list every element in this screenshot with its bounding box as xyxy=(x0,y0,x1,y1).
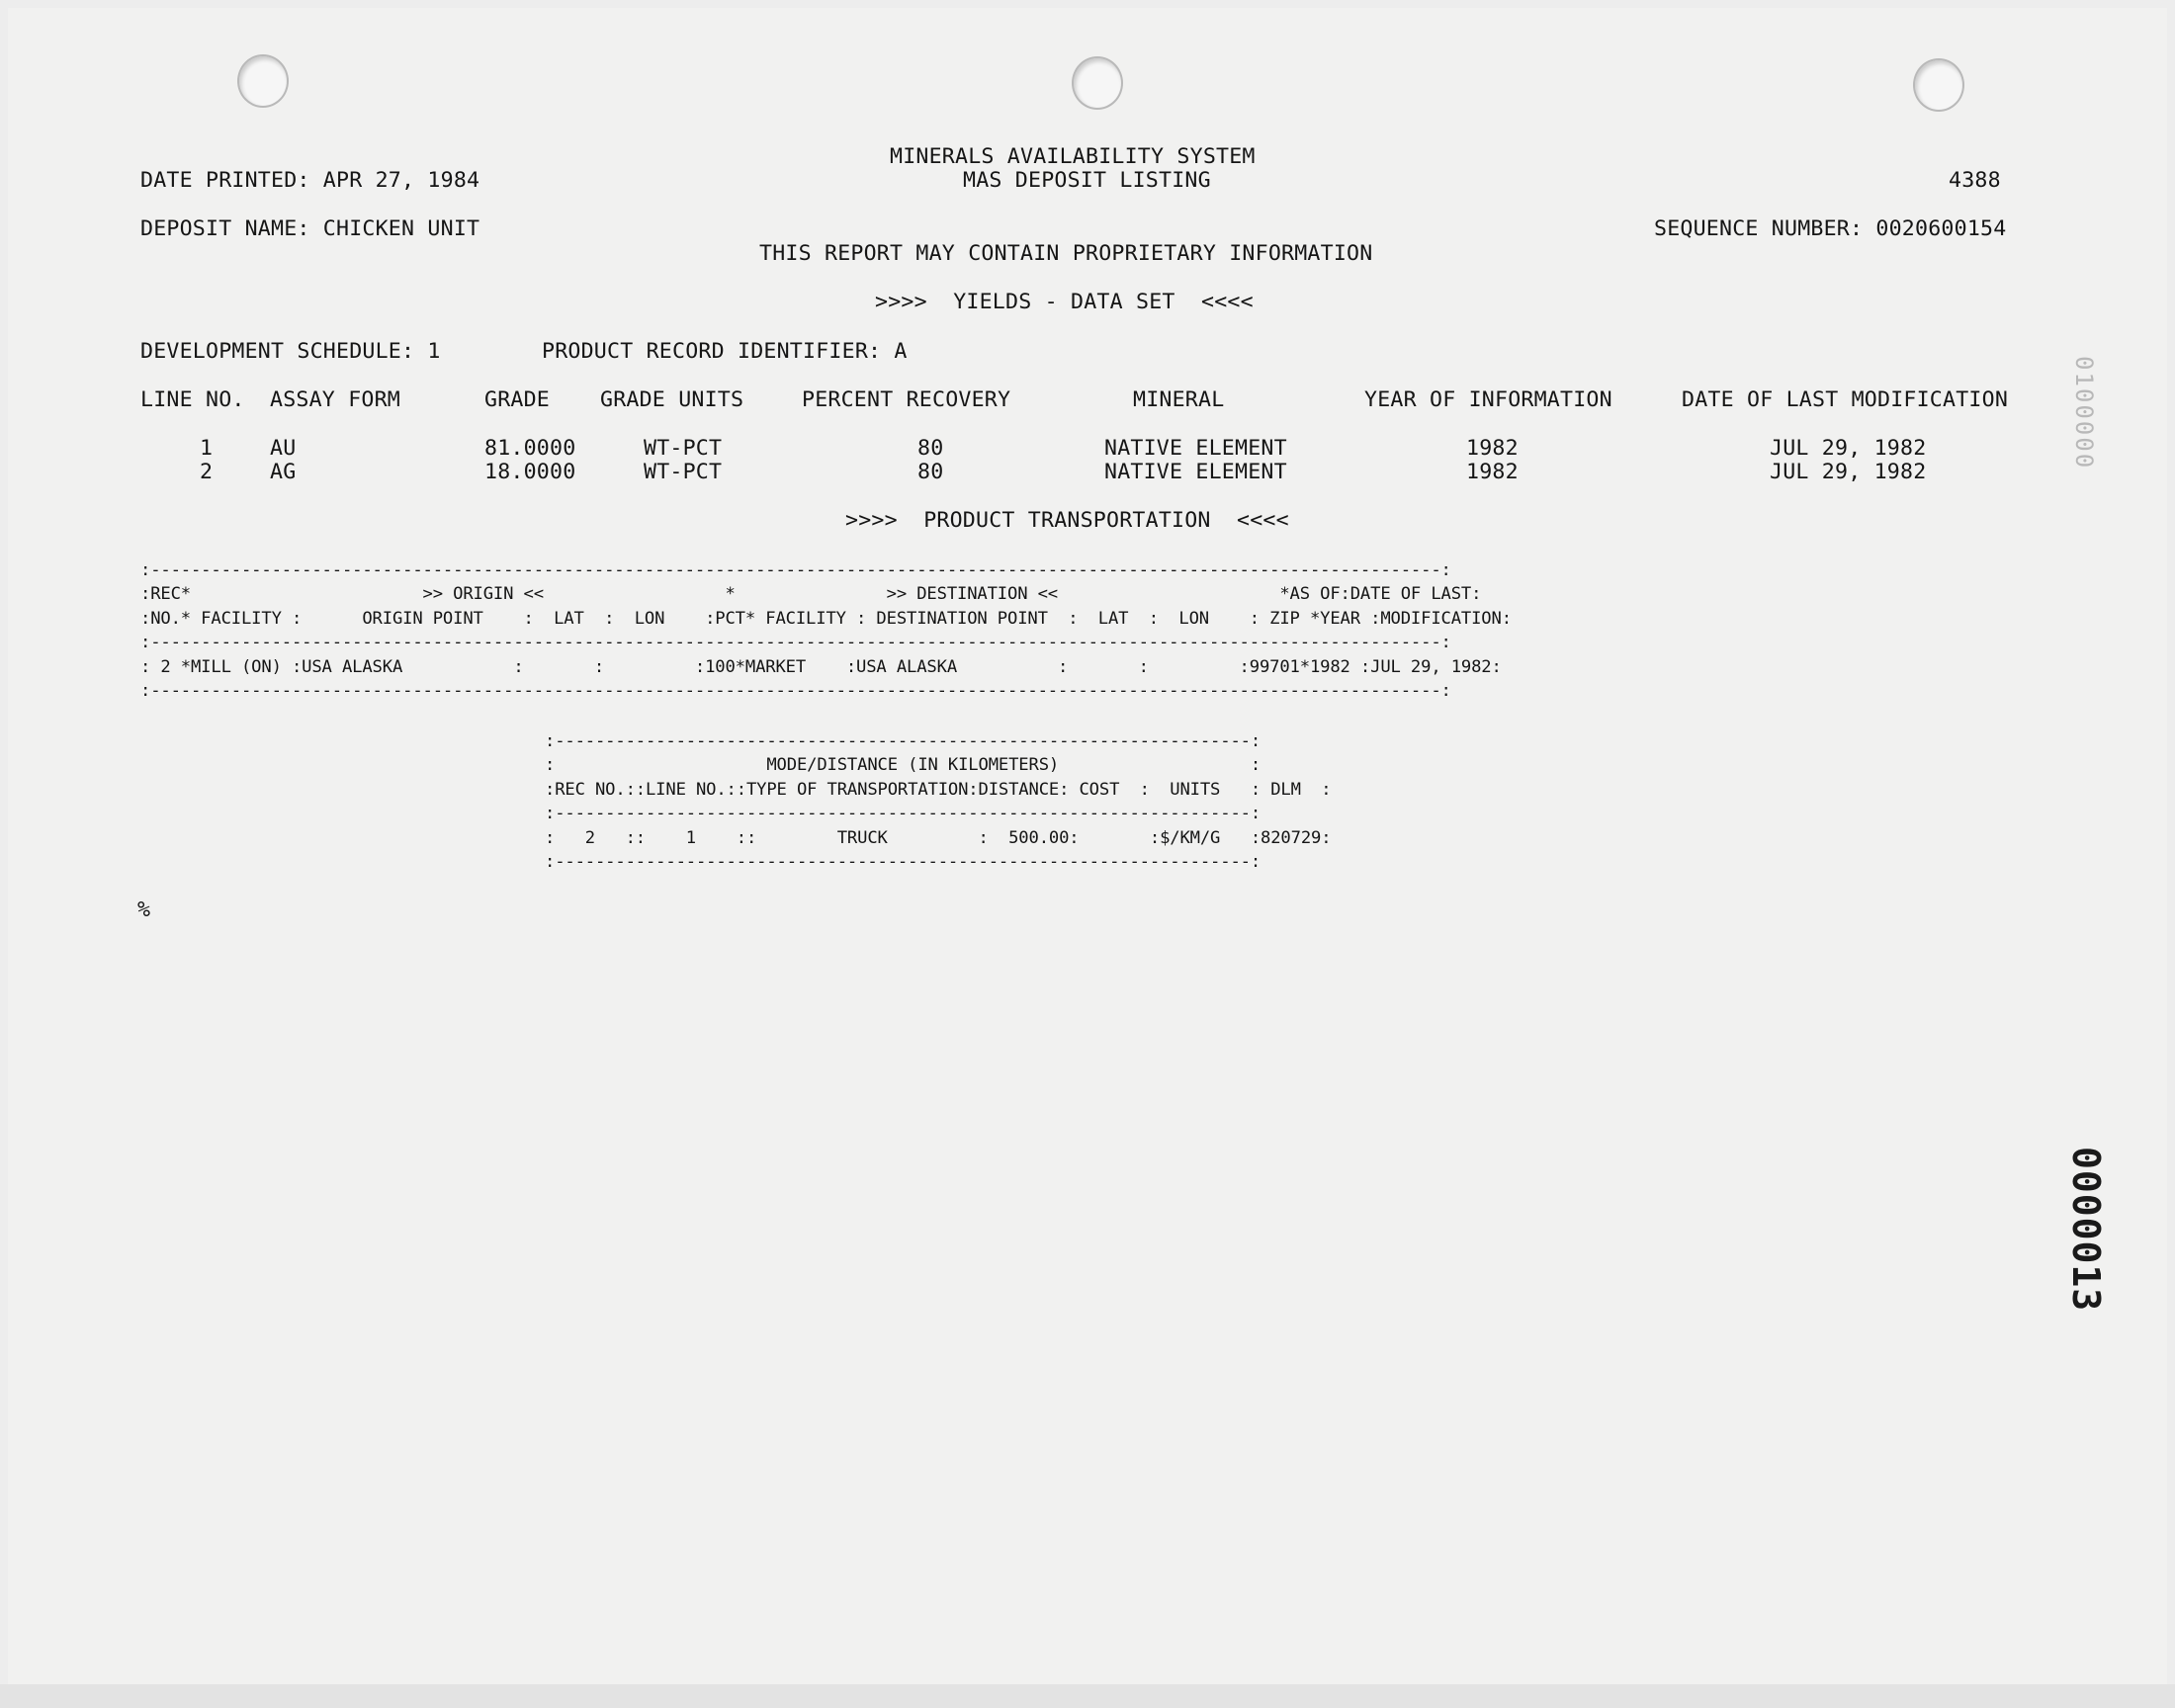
listing-title: MAS DEPOSIT LISTING xyxy=(963,168,1211,193)
row-assay-form: AG xyxy=(270,460,297,484)
col-line-no: LINE NO. xyxy=(140,387,245,412)
transport-section-title: >>>> PRODUCT TRANSPORTATION <<<< xyxy=(845,508,1289,533)
transport-header-text: :REC* >> ORIGIN << * >> DESTINATION << *AS OF:DATE OF LAST: xyxy=(140,584,1482,604)
scanner-bottom-edge xyxy=(0,1684,2175,1708)
mode-border: :---------------------------------------------------------------------: xyxy=(545,731,1262,751)
col-grade-units: GRADE UNITS xyxy=(600,387,744,412)
yields-column-headers xyxy=(0,387,2175,417)
row-assay-form: AU xyxy=(270,436,297,461)
row-last-mod: JUL 29, 1982 xyxy=(1770,436,1927,461)
col-grade: GRADE xyxy=(484,387,551,412)
system-title: MINERALS AVAILABILITY SYSTEM xyxy=(890,144,1256,169)
row-line-no: 1 xyxy=(200,436,214,461)
product-record-identifier: PRODUCT RECORD IDENTIFIER: A xyxy=(542,339,908,364)
development-schedule: DEVELOPMENT SCHEDULE: 1 xyxy=(140,339,441,364)
transport-rule xyxy=(0,678,2175,708)
transport-border: :--------------------------------------------------------------------------------------------------------------------------------: xyxy=(140,681,1451,701)
col-percent-recovery: PERCENT RECOVERY xyxy=(802,387,1011,412)
footer-line xyxy=(0,897,2175,927)
margin-stamp-bottom: 0000013 xyxy=(2064,1147,2108,1313)
row-year: 1982 xyxy=(1466,460,1519,484)
header-line-4 xyxy=(0,241,2175,271)
margin-stamp-top: 0100000 xyxy=(2070,356,2098,470)
mode-header-text: :REC NO.::LINE NO.::TYPE OF TRANSPORTATION:DISTANCE: COST : UNITS : DLM : xyxy=(545,780,1332,800)
proprietary-notice: THIS REPORT MAY CONTAIN PROPRIETARY INFORMATION xyxy=(759,241,1373,266)
col-mineral: MINERAL xyxy=(1133,387,1225,412)
punch-hole-left xyxy=(237,54,289,108)
page-number: 4388 xyxy=(1949,168,2001,193)
transport-border: :--------------------------------------------------------------------------------------------------------------------------------: xyxy=(140,633,1451,652)
col-year: YEAR OF INFORMATION xyxy=(1364,387,1612,412)
transport-border: :--------------------------------------------------------------------------------------------------------------------------------: xyxy=(140,560,1451,580)
mode-title: : MODE/DISTANCE (IN KILOMETERS) : xyxy=(545,755,1262,775)
transport-row-text: : 2 *MILL (ON) :USA ALASKA : : :100*MARKET :USA ALASKA : : :99701*1982 :JUL 29, 1982: xyxy=(140,657,1502,677)
transport-header-text: :NO.* FACILITY : ORIGIN POINT : LAT : LON :PCT* FACILITY : DESTINATION POINT : LAT : LON : ZIP *YEAR :MODIFICATION: xyxy=(140,609,1512,629)
row-grade-units: WT-PCT xyxy=(644,460,723,484)
col-last-mod: DATE OF LAST MODIFICATION xyxy=(1682,387,2009,412)
row-mineral: NATIVE ELEMENT xyxy=(1104,436,1287,461)
mode-row-text: : 2 :: 1 :: TRUCK : 500.00: :$/KM/G :820729: xyxy=(545,828,1332,848)
punch-hole-center xyxy=(1072,56,1123,110)
development-line xyxy=(0,339,2175,369)
row-grade: 18.0000 xyxy=(484,460,576,484)
row-recovery: 80 xyxy=(917,460,944,484)
row-line-no: 2 xyxy=(200,460,214,484)
sequence-number: SEQUENCE NUMBER: 0020600154 xyxy=(1654,216,2007,241)
date-printed: DATE PRINTED: APR 27, 1984 xyxy=(140,168,480,193)
row-grade: 81.0000 xyxy=(484,436,576,461)
col-assay-form: ASSAY FORM xyxy=(270,387,401,412)
transport-title-line xyxy=(0,508,2175,538)
row-last-mod: JUL 29, 1982 xyxy=(1770,460,1927,484)
row-year: 1982 xyxy=(1466,436,1519,461)
mode-rule xyxy=(0,849,2175,879)
row-recovery: 80 xyxy=(917,436,944,461)
header-line-2 xyxy=(0,168,2175,198)
deposit-name: DEPOSIT NAME: CHICKEN UNIT xyxy=(140,216,480,241)
mode-border: :---------------------------------------------------------------------: xyxy=(545,804,1262,823)
yields-section-title: >>>> YIELDS - DATA SET <<<< xyxy=(875,290,1254,314)
yields-title-line xyxy=(0,290,2175,319)
footer-percent-mark: % xyxy=(137,897,151,922)
row-mineral: NATIVE ELEMENT xyxy=(1104,460,1287,484)
row-grade-units: WT-PCT xyxy=(644,436,723,461)
mode-border: :---------------------------------------------------------------------: xyxy=(545,852,1262,872)
punch-hole-right xyxy=(1913,58,1964,112)
table-row xyxy=(0,460,2175,489)
